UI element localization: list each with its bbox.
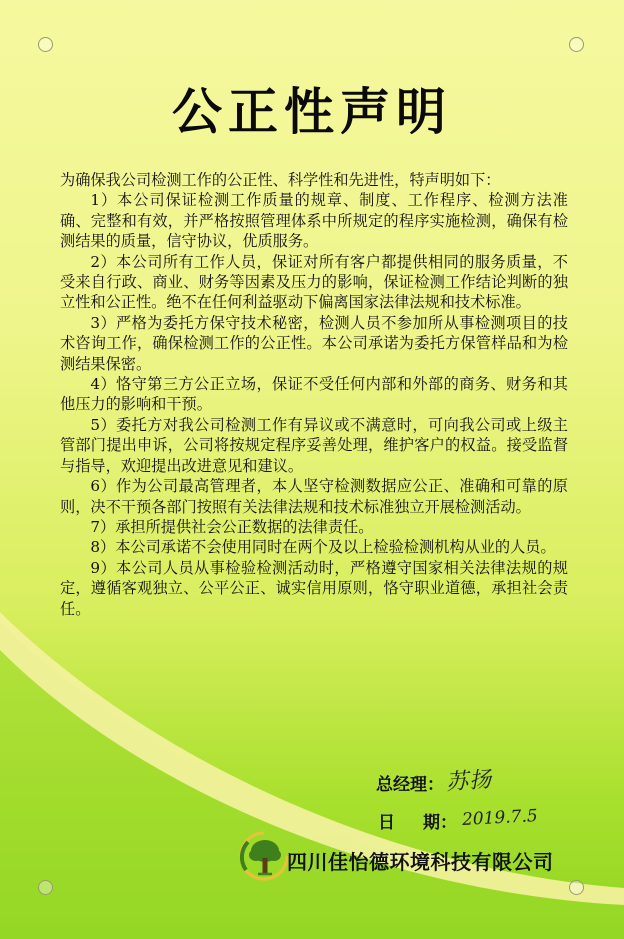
statement-item: 5）委托方对我公司检测工作有异议或不满意时，可向我公司或上级主管部门提出申诉，公司将按规定程序妥善处理，维护客户的权益。接受监督与指导，欢迎提出改进意见和建议。: [60, 415, 568, 475]
company-tree-logo-icon: [238, 830, 290, 882]
statement-item: 6）作为公司最高管理者，本人坚守检测数据应公正、准确和可靠的原则，决不干预各部门按照有关法律法规和技术标准独立开展检测活动。: [60, 477, 568, 516]
date-label-part-1: 日: [378, 813, 395, 833]
manager-signature-label: 总经理：: [376, 775, 444, 795]
mounting-hole-top-right: [569, 37, 584, 52]
statement-item: 2）本公司所有工作人员，保证对所有客户都提供相同的服务质量，不受来自行政、商业、财务等因素及压力的影响，保证检测工作结论判断的独立性和公正性。绝不在任何利益驱动下偏离国家法律法规和技术标准。: [60, 252, 568, 312]
statement-intro: 为确保我公司检测工作的公正性、科学性和先进性，特声明如下：: [60, 171, 501, 189]
statement-item: 8）本公司承诺不会使用同时在两个及以上检验检测机构从业的人员。: [90, 538, 556, 557]
company-name: 四川佳怡德环境科技有限公司: [287, 850, 554, 874]
date-label: [378, 808, 457, 833]
mounting-hole-top-left: [38, 37, 53, 52]
statement-item: 9）本公司人员从事检验检测活动时，严格遵守国家相关法律法规的规定，遵循客观独立、公平公正、诚实信用原则，恪守职业道德，承担社会责任。: [60, 558, 568, 618]
date-handwriting: 2019.7.5: [461, 806, 539, 830]
page-title: 公正性声明: [172, 83, 452, 141]
statement-item: 7）承担所提供社会公正数据的法律责任。: [90, 517, 374, 536]
statement-body: [60, 170, 568, 619]
date-label-part-2: 期：: [423, 813, 457, 833]
mounting-hole-bottom-right: [569, 880, 584, 895]
statement-item: 4）恪守第三方公正立场，保证不受任何内部和外部的商务、财务和其他压力的影响和干预。: [60, 375, 568, 414]
mounting-hole-bottom-left: [38, 880, 53, 895]
statement-item: 1）本公司保证检测工作质量的规章、制度、工作程序、检测方法准确、完整和有效，并严格按照管理体系中所规定的程序实施检测，确保有检测结果的质量，信守协议，优质服务。: [60, 191, 568, 251]
manager-signature-handwriting: 苏扬: [445, 767, 493, 796]
statement-item: 3）严格为委托方保守技术秘密，检测人员不参加所从事检测项目的技术咨询工作，确保检测工作的公正性。本公司承诺为委托方保管样品和为检测结果保密。: [60, 313, 568, 373]
